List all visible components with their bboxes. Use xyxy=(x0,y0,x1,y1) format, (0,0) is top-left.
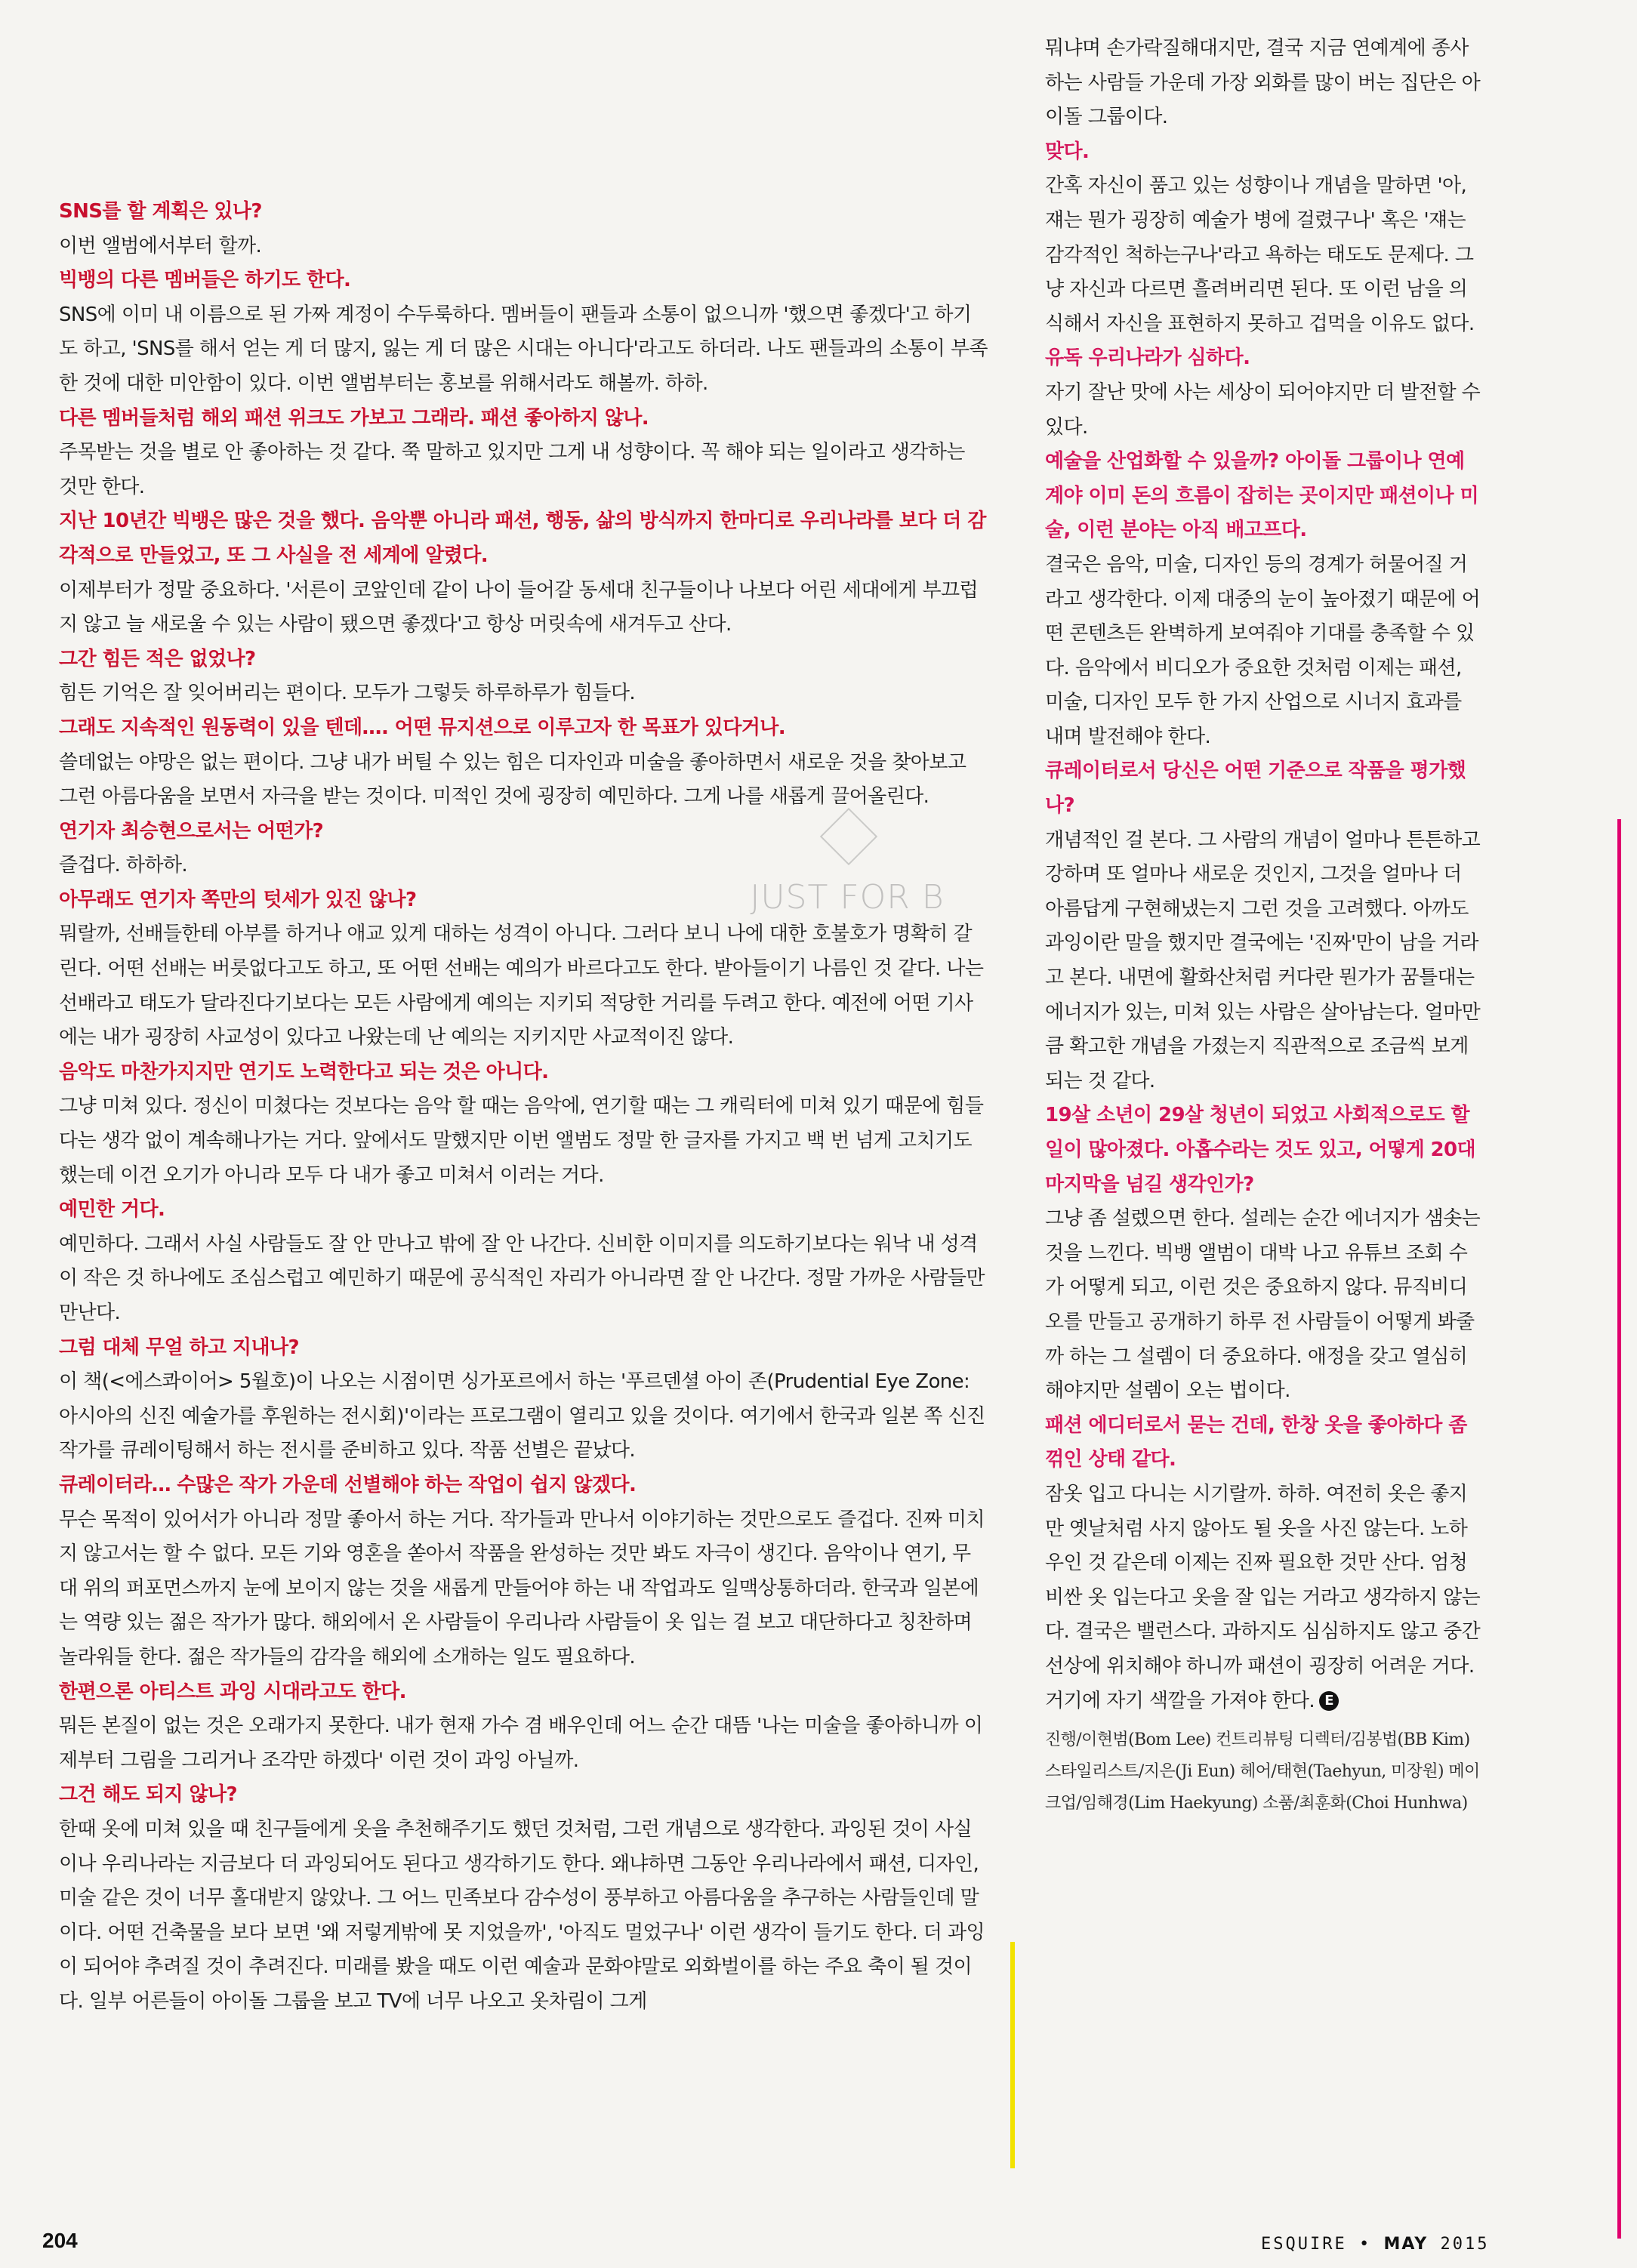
interview-question: 큐레이터라… 수많은 작가 가운데 선별해야 하는 작업이 쉽지 않겠다. xyxy=(59,1473,637,1496)
interview-column-left xyxy=(59,195,988,2019)
pink-accent-rule xyxy=(1617,819,1621,2239)
interview-answer: 무슨 목적이 있어서가 아니라 정말 좋아서 하는 거다. 작가들과 만나서 이야기하는 것만으로도 즐겁다. 진짜 미치지 않고서는 할 수 없다. 모든 기와 영혼을 쏟아서 작품을 완성하는 것만 봐도 자극이 생긴다. 음악이나 연기, 무대 위의 퍼포먼스까지 눈에 보이지 않는 것을 새롭게 만들어야 하는 내 작업과도 일맥상통하더라. 한국과 일본에는 역량 있는 젊은 작가가 많다. 해외에서 온 사람들이 우리나라 사람들이 옷 입는 걸 보고 대단하다고 칭찬하며 놀라워들 한다. 젊은 작가들의 감각을 해외에 소개하는 일도 필요하다. xyxy=(59,1508,985,1669)
interview-question: 빅뱅의 다른 멤버들은 하기도 한다. xyxy=(59,269,351,292)
yellow-accent-rule xyxy=(1010,1942,1015,2168)
interview-answer: 이번 앨범에서부터 할까. xyxy=(59,234,262,257)
interview-answer: 뭐냐며 손가락질해대지만, 결국 지금 연예계에 종사하는 사람들 가운데 가장 외화를 많이 버는 집단은 아이돌 그룹이다. xyxy=(1045,37,1481,129)
interview-answer: 자기 잘난 맛에 사는 세상이 되어야지만 더 발전할 수 있다. xyxy=(1045,381,1481,439)
interview-question: 19살 소년이 29살 청년이 되었고 사회적으로도 할 일이 많아졌다. 아홉수라는 것도 있고, 어떻게 20대 마지막을 넘길 생각인가? xyxy=(1045,1104,1476,1196)
interview-answer: 쓸데없는 야망은 없는 편이다. 그냥 내가 버틸 수 있는 힘은 디자인과 미술을 좋아하면서 새로운 것을 찾아보고 그런 아름다움을 보면서 자극을 받는 것이다. 미적인 것에 굉장히 예민하다. 그게 나를 새롭게 끌어올린다. xyxy=(59,750,966,809)
interview-question: 그럼 대체 무얼 하고 지내나? xyxy=(59,1336,299,1359)
interview-answer: 한때 옷에 미쳐 있을 때 친구들에게 옷을 추천해주기도 했던 것처럼, 그런 개념으로 생각한다. 과잉된 것이 사실이나 우리나라는 지금보다 더 과잉되어도 된다고 생각하기도 한다. 왜냐하면 그동안 우리나라에서 패션, 디자인, 미술 같은 것이 너무 홀대받지 않았나. 그 어느 민족보다 감수성이 풍부하고 아름다움을 추구하는 사람들인데 말이다. 어떤 건축물을 보다 보면 '왜 저렇게밖에 못 지었을까', '아직도 멀었구나' 이런 생각이 들기도 한다. 더 과잉이 되어야 추려질 것이 추려진다. 미래를 봤을 때도 이런 예술과 문화야말로 외화벌이를 하는 주요 축이 될 것이다. 일부 어른들이 아이돌 그룹을 보고 TV에 너무 나오고 옷차림이 그게 xyxy=(59,1817,985,2013)
interview-question: 큐레이터로서 당신은 어떤 기준으로 작품을 평가했나? xyxy=(1045,760,1466,818)
watermark-text: JUST FOR B xyxy=(750,878,945,917)
esquire-end-mark-icon: E xyxy=(1319,1691,1339,1711)
interview-answer: 결국은 음악, 미술, 디자인 등의 경계가 허물어질 거라고 생각한다. 이제 대중의 눈이 높아졌기 때문에 어떤 콘텐츠든 완벽하게 보여줘야 기대를 충족할 수 있다. 음악에서 비디오가 중요한 것처럼 이제는 패션, 미술, 디자인 모두 한 가지 산업으로 시너지 효과를 내며 발전해야 한다. xyxy=(1045,553,1481,748)
interview-question: 그건 해도 되지 않나? xyxy=(59,1783,237,1807)
footer-separator: • xyxy=(1358,2235,1372,2254)
interview-answer: 뭐든 본질이 없는 것은 오래가지 못한다. 내가 현재 가수 겸 배우인데 어느 순간 대뜸 '나는 미술을 좋아하니까 이제부터 그림을 그리거나 조각만 하겠다' 이런 것이 과잉 아닐까. xyxy=(59,1715,983,1772)
interview-question: 그간 힘든 적은 없었나? xyxy=(59,647,256,670)
interview-question: 아무래도 연기자 쪽만의 텃세가 있진 않나? xyxy=(59,888,417,911)
interview-answer: 간혹 자신이 품고 있는 성향이나 개념을 말하면 '아, 쟤는 뭔가 굉장히 예술가 병에 걸렸구나' 혹은 '쟤는 감각적인 척하는구나'라고 욕하는 태도도 문제다. 그냥 자신과 다르면 흘려버리면 된다. 또 이런 남을 의식해서 자신을 표현하지 못하고 겁먹을 이유도 없다. xyxy=(1045,174,1475,335)
interview-question: 맞다. xyxy=(1045,140,1090,163)
interview-question: 패션 에디터로서 묻는 건데, 한창 옷을 좋아하다 좀 꺾인 상태 같다. xyxy=(1045,1413,1467,1471)
interview-question: SNS를 할 계획은 있나? xyxy=(59,200,262,223)
interview-answer: 예민하다. 그래서 사실 사람들도 잘 안 만나고 밖에 잘 안 나간다. 신비한 이미지를 의도하기보다는 워낙 내 성격이 작은 것 하나에도 조심스럽고 예민하기 때문에 공식적인 자리가 아니라면 잘 안 나간다. 정말 가까운 사람들만 만난다. xyxy=(59,1232,985,1324)
interview-answer: 그냥 좀 설렜으면 한다. 설레는 순간 에너지가 샘솟는 것을 느낀다. 빅뱅 앨범이 대박 나고 유튜브 조회 수가 어떻게 되고, 이런 것은 중요하지 않다. 뮤직비디오를 만들고 공개하기 하루 전 사람들이 어떻게 봐줄까 하는 그 설렘이 더 중요하다. 애정을 갖고 열심히 해야지만 설렘이 오는 법이다. xyxy=(1045,1207,1481,1403)
interview-column-right-body xyxy=(1045,32,1483,1718)
interview-question: 지난 10년간 빅뱅은 많은 것을 했다. 음악뿐 아니라 패션, 행동, 삶의 방식까지 한마디로 우리나라를 보다 더 감각적으로 만들었고, 또 그 사실을 전 세계에 알렸다. xyxy=(59,510,986,567)
interview-answer: 힘든 기억은 잘 잊어버리는 편이다. 모두가 그렇듯 하루하루가 힘들다. xyxy=(59,682,636,705)
interview-question: 한편으론 아티스트 과잉 시대라고도 한다. xyxy=(59,1680,406,1703)
interview-answer: 뭐랄까, 선배들한테 아부를 하거나 애교 있게 대하는 성격이 아니다. 그러다 보니 나에 대한 호불호가 명확히 갈린다. 어떤 선배는 버릇없다고도 하고, 또 어떤 선배는 예의가 바르다고도 한다. 받아들이기 나름인 것 같다. 나는 선배라고 태도가 달라진다기보다는 모든 사람에게 예의는 지키되 적당한 거리를 두려고 한다. 예전에 어떤 기사에는 내가 굉장히 사교성이 있다고 나왔는데 난 예의는 지키지만 사교적이진 않다. xyxy=(59,923,984,1049)
interview-question: 그래도 지속적인 원동력이 있을 텐데…. 어떤 뮤지션으로 이루고자 한 목표가 있다거나. xyxy=(59,716,786,739)
interview-question: 음악도 마찬가지지만 연기도 노력한다고 되는 것은 아니다. xyxy=(59,1060,549,1083)
interview-answer: 이 책(<에스콰이어> 5월호)이 나오는 시점이면 싱가포르에서 하는 '푸르덴셜 아이 존(Prudential Eye Zone: 아시아의 신진 예술가를 후원하는 전시회)'이라는 프로그램이 열리고 있을 것이다. 여기에서 한국과 일본 쪽 신진 작가를 큐레이팅해서 하는 전시를 준비하고 있다. 작품 선별은 끝났다. xyxy=(59,1370,985,1462)
interview-column-right xyxy=(1045,32,1483,1820)
page-number: 204 xyxy=(42,2229,78,2252)
magazine-footer xyxy=(1261,2235,1489,2254)
footer-month: MAY xyxy=(1383,2235,1429,2254)
interview-answer: SNS에 이미 내 이름으로 된 가짜 계정이 수두룩하다. 멤버들이 팬들과 소통이 없으니까 '했으면 좋겠다'고 하기도 하고, 'SNS를 해서 얻는 게 더 많지, 잃는 게 더 많은 시대는 아니다'라고도 하더라. 나도 팬들과의 소통이 부족한 것에 대한 미안함이 있다. 이번 앨범부터는 홍보를 위해서라도 해볼까. 하하. xyxy=(59,303,988,395)
footer-magazine: ESQUIRE xyxy=(1261,2235,1347,2254)
interview-answer: 개념적인 걸 본다. 그 사람의 개념이 얼마나 튼튼하고 강하며 또 얼마나 새로운 것인지, 그것을 얼마나 더 아름답게 구현해냈는지 그런 것을 고려했다. 아까도 과잉이란 말을 했지만 결국에는 '진짜'만이 남을 거라고 본다. 내면에 활화산처럼 커다란 뭔가가 꿈틀대는 에너지가 있는, 미쳐 있는 사람은 살아남는다. 얼마만큼 확고한 개념을 가졌는지 직관적으로 조금씩 보게 되는 것 같다. xyxy=(1045,828,1481,1092)
interview-answer: 그냥 미쳐 있다. 정신이 미쳤다는 것보다는 음악 할 때는 음악에, 연기할 때는 그 캐릭터에 미쳐 있기 때문에 힘들다는 생각 없이 계속해나가는 거다. 앞에서도 말했지만 이번 앨범도 정말 한 글자를 가지고 백 번 넘게 고치기도 했는데 이건 오기가 아니라 모두 다 내가 좋고 미쳐서 이러는 거다. xyxy=(59,1095,984,1187)
photo-credits: 진행/이현범(Bom Lee) 컨트리뷰팅 디렉터/김봉법(BB Kim) 스타일리스트/지은(Ji Eun) 헤어/태현(Taehyun, 미장원) 메이크업/임해경(Lim Haekyung) 소품/최훈화(Choi Hunhwa) xyxy=(1045,1730,1480,1813)
interview-answer: 주목받는 것을 별로 안 좋아하는 것 같다. 쭉 말하고 있지만 그게 내 성향이다. 꼭 해야 되는 일이라고 생각하는 것만 한다. xyxy=(59,441,965,498)
interview-answer: 잠옷 입고 다니는 시기랄까. 하하. 여전히 옷은 좋지만 옛날처럼 사지 않아도 될 옷을 사진 않는다. 노하우인 것 같은데 이제는 진짜 필요한 것만 산다. 엄청 비싼 옷 입는다고 옷을 잘 입는 거라고 생각하지 않는다. 결국은 밸런스다. 과하지도 심심하지도 않고 중간 선상에 위치해야 하니까 패션이 굉장히 어려운 거다. 거기에 자기 색깔을 가져야 한다. E xyxy=(1045,1482,1481,1712)
interview-question: 예술을 산업화할 수 있을까? 아이돌 그룹이나 연예계야 이미 돈의 흐름이 잡히는 곳이지만 패션이나 미술, 이런 분야는 아직 배고프다. xyxy=(1045,450,1478,542)
interview-answer: 즐겁다. 하하하. xyxy=(59,854,188,877)
interview-question: 다른 멤버들처럼 해외 패션 위크도 가보고 그래라. 패션 좋아하지 않나. xyxy=(59,406,649,430)
footer-year: 2015 xyxy=(1440,2235,1490,2254)
interview-answer: 이제부터가 정말 중요하다. '서른이 코앞인데 같이 나이 들어갈 동세대 친구들이나 나보다 어린 세대에게 부끄럽지 않고 늘 새로울 수 있는 사람이 됐으면 좋겠다'고 항상 머릿속에 새겨두고 산다. xyxy=(59,578,979,636)
interview-question: 유독 우리나라가 심하다. xyxy=(1045,347,1250,370)
interview-question: 예민한 거다. xyxy=(59,1198,165,1222)
interview-question: 연기자 최승현으로서는 어떤가? xyxy=(59,819,324,843)
